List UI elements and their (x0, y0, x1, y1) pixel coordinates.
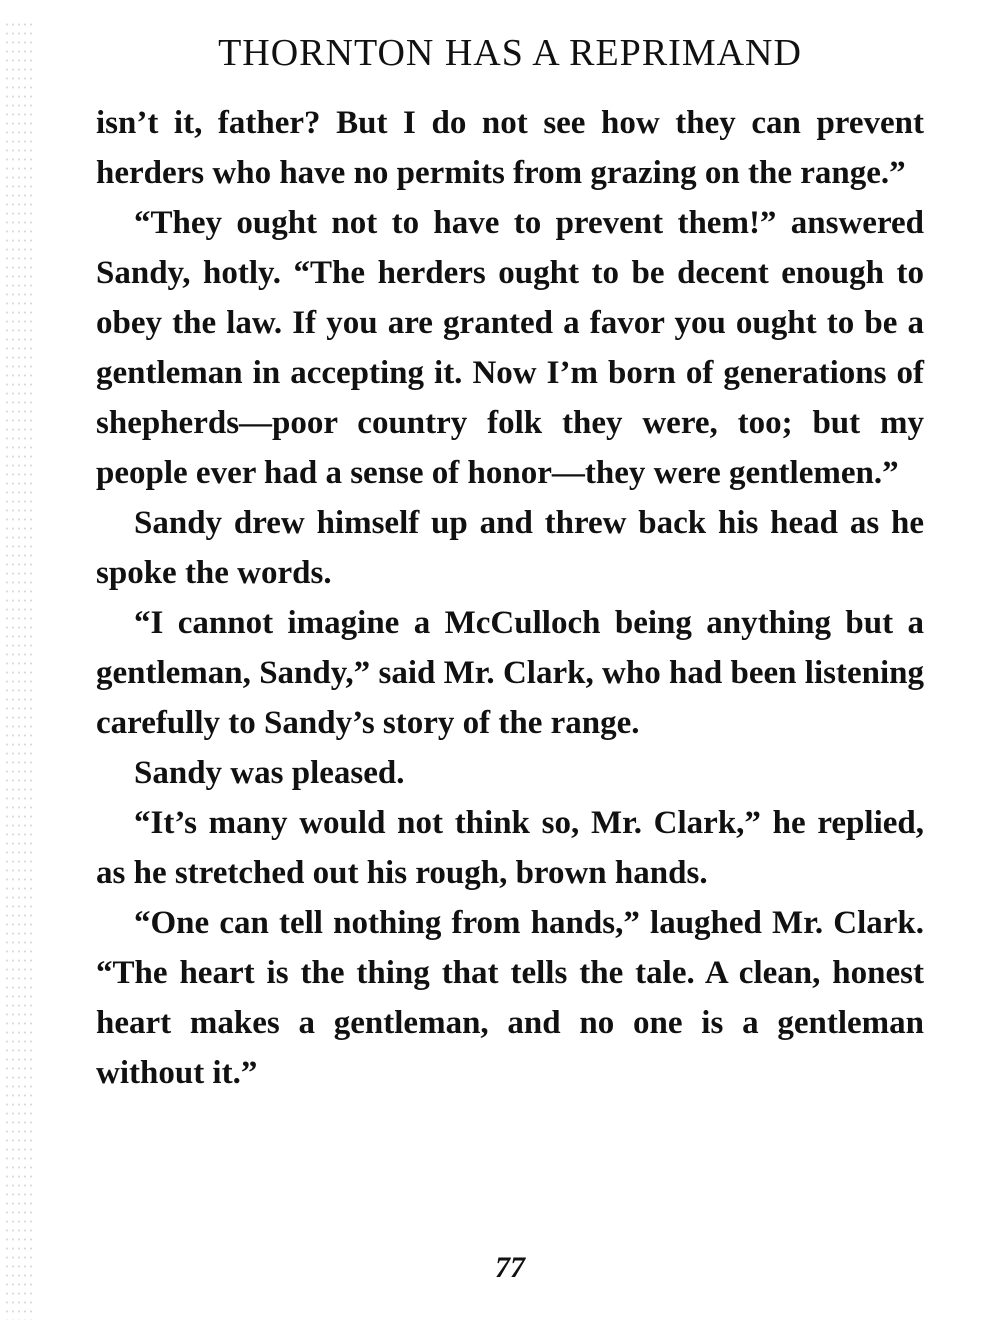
paragraph: “I cannot imagine a McCulloch being anything but a gentleman, Sandy,” said Mr. Clark, who had been listening carefully to Sandy’s story of the range. (96, 605, 924, 741)
page-number: 77 (495, 1251, 525, 1284)
paragraph-continuation: isn’t it, father? But I do not see how they can prevent herders who have no permits from grazing on the range.” (96, 105, 924, 191)
body-text (96, 98, 924, 1098)
paragraph: Sandy was pleased. (134, 755, 405, 791)
running-head: THORNTON HAS A REPRIMAND (218, 32, 802, 74)
paragraph: “It’s many would not think so, Mr. Clark,” he replied, as he stretched out his rough, brown hands. (96, 805, 924, 891)
paragraph: Sandy drew himself up and threw back his head as he spoke the words. (96, 505, 924, 591)
paragraph: “They ought not to have to prevent them!” answered Sandy, hotly. “The herders ought to be decent enough to obey the law. If you are granted a favor you ought to be a gentleman in accepting it. Now I’m born of generations of shepherds—poor country folk they were, too; but my people ever had a sense of honor—they were gentlemen.” (96, 205, 924, 491)
scan-gutter-edge (4, 20, 36, 1320)
paragraph: “One can tell nothing from hands,” laughed Mr. Clark. “The heart is the thing that tells the tale. A clean, honest heart makes a gentleman, and no one is a gentleman without it.” (96, 905, 924, 1091)
